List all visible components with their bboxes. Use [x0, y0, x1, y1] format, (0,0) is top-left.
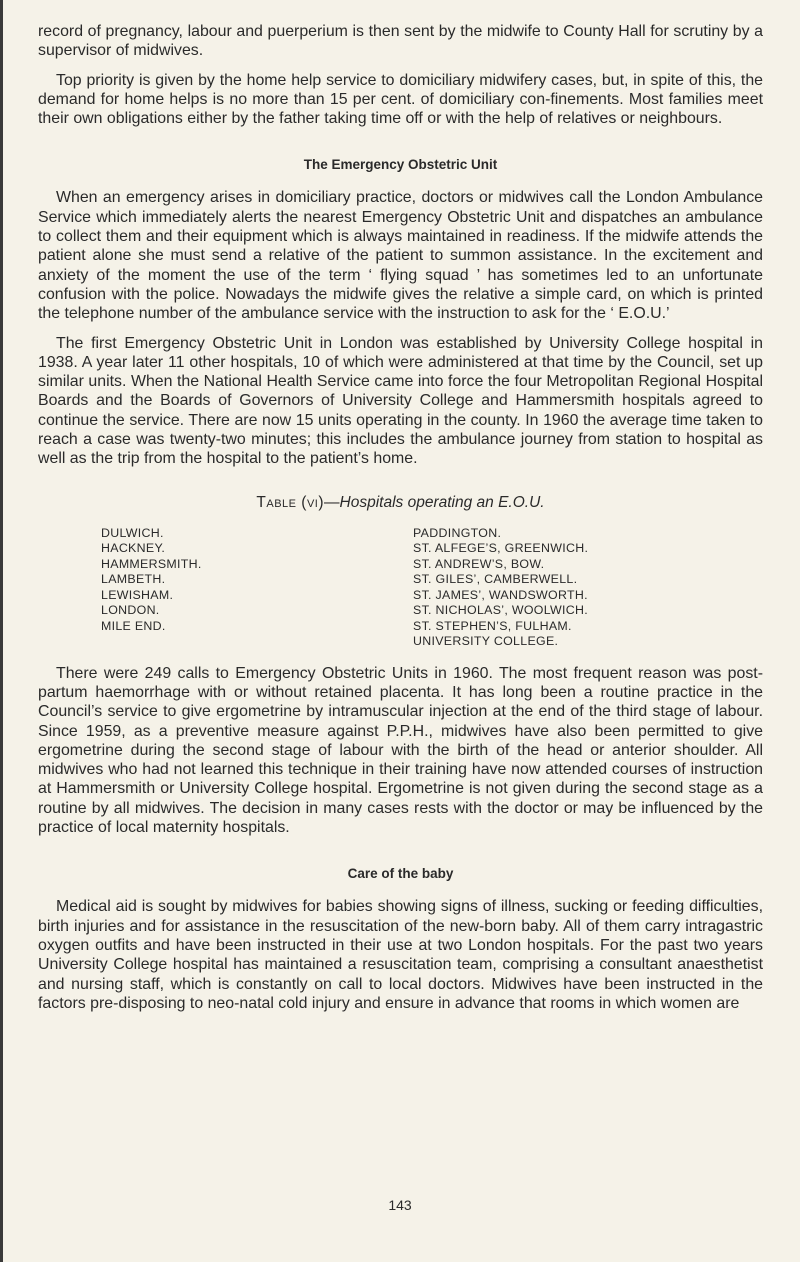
table-caption-number: Table (vi) — [256, 493, 325, 511]
hospital-item: LONDON. — [101, 603, 160, 618]
hospital-item: MILE END. — [101, 618, 166, 633]
document-page — [38, 22, 763, 1013]
page-number: 143 — [388, 1197, 412, 1213]
table-caption-title: Hospitals operating an E.O.U. — [339, 493, 545, 511]
paragraph-home-help: Top priority is given by the home help service to domiciliary midwifery cases, but, in spite of this, the demand for home helps is no more than 15 per cent. of domiciliary con-finements. Most families meet their own obligations either by the father taking time off or with the help of relatives or neighbours. — [38, 71, 763, 128]
hospital-item: PADDINGTON. — [413, 525, 502, 540]
hospital-item: LEWISHAM. — [101, 587, 174, 602]
paragraph-emergency-arises: When an emergency arises in domiciliary practice, doctors or midwives call the London Ambulance Service which immediately alerts the nearest Emergency Obstetric Unit and dispatches an ambulance to collect them and their equipment which is always maintained in readiness. If the midwife attends the patient alone she must send a relative of the patient to summon assistance. In the excitement and anxiety of the moment the use of the term ‘ flying squad ’ has sometimes led to an unfortunate confusion with the police. Nowadays the midwife gives the relative a simple card, on which is printed the telephone number of the ambulance service with the instruction to ask for the ‘ E.O.U.’ — [38, 189, 763, 323]
hospitals-table — [101, 526, 763, 650]
paragraph-249-calls: There were 249 calls to Emergency Obstetric Units in 1960. The most frequent reason was post-partum haemorrhage with or without retained placenta. It has long been a routine practice in the Council’s service to give ergometrine by intramuscular injection at the end of the third stage of labour. Since 1959, as a preventive measure against P.P.H., midwives have also been permitted to give ergometrine during the second stage of labour with the birth of the head or anterior shoulder. All midwives who had not learned this technique in their training have now attended courses of instruction at Hammersmith or University College hospital. Ergometrine is not given during the second stage as a routine by all midwives. The decision in many cases rests with the doctor or may be influenced by the practice of local maternity hospitals. — [38, 664, 763, 837]
hospital-item: LAMBETH. — [101, 572, 166, 587]
table-caption-dash: — — [324, 493, 340, 511]
paragraph-continued: record of pregnancy, labour and puerperium is then sent by the midwife to County Hall for scrutiny by a supervisor of midwives. — [38, 23, 763, 60]
section-heading-emergency-obstetric-unit: The Emergency Obstetric Unit — [303, 157, 498, 173]
paragraph-first-unit: The first Emergency Obstetric Unit in London was established by University College hospital in 1938. A year later 11 other hospitals, 10 of which were administered at that time by the Council, set up similar units. When the National Health Service came into force the four Metropolitan Regional Hospital Boards and the Boards of Governors of University College and Hammersmith hospitals agreed to continue the service. There are now 15 units operating in the county. In 1960 the average time taken to reach a case was twenty-two minutes; this includes the ambulance journey from station to hospital as well as the trip from the hospital to the patient’s home. — [38, 334, 763, 468]
hospitals-right-column — [413, 526, 713, 650]
table-caption — [38, 493, 763, 512]
hospital-item: ST. NICHOLAS’, WOOLWICH. — [413, 603, 588, 618]
hospital-item: ST. ALFEGE’S, GREENWICH. — [413, 541, 589, 556]
hospital-item: DULWICH. — [101, 525, 164, 540]
section-heading-care-of-the-baby: Care of the baby — [347, 866, 454, 882]
hospital-item: HACKNEY. — [101, 541, 166, 556]
page-edge-shadow — [0, 0, 3, 1262]
hospital-item: ST. GILES’, CAMBERWELL. — [413, 572, 578, 587]
hospital-item: ST. STEPHEN’S, FULHAM. — [413, 618, 572, 633]
hospitals-left-column — [101, 526, 413, 650]
hospital-item: ST. JAMES’, WANDSWORTH. — [413, 587, 588, 602]
hospital-item: HAMMERSMITH. — [101, 556, 202, 571]
hospital-item: UNIVERSITY COLLEGE. — [413, 634, 559, 649]
paragraph-medical-aid: Medical aid is sought by midwives for babies showing signs of illness, sucking or feeding difficulties, birth injuries and for assistance in the resuscitation of the new-born baby. All of them carry intragastric oxygen outfits and have been instructed in their use at two London hospitals. For the past two years University College hospital has maintained a resuscitation team, comprising a consultant anaesthetist and nursing staff, which is constantly on call to local doctors. Midwives have been instructed in the factors pre-disposing to neo-natal cold injury and ensure in advance that rooms in which women are — [38, 898, 763, 1012]
hospital-item: ST. ANDREW’S, BOW. — [413, 556, 545, 571]
